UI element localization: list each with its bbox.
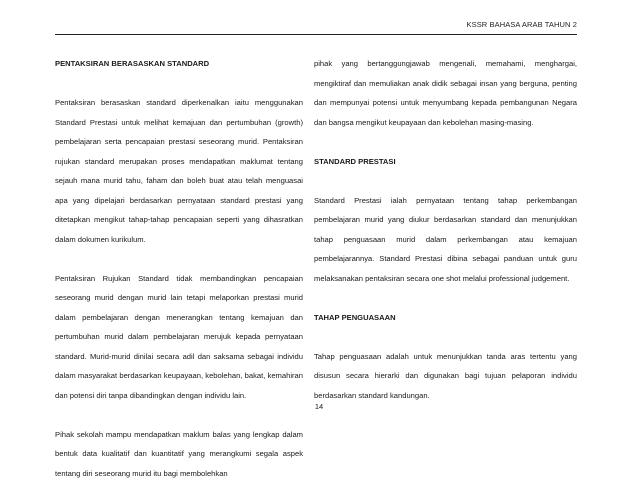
section-heading-tahap-penguasaan: TAHAP PENGUASAAN — [314, 308, 577, 328]
paragraph-standard-prestasi: Standard Prestasi ialah pernyataan tentang tahap perkembangan pembelajaran murid yang diukur berdasarkan standard dan menunjukkan tahap penguasaan murid dalam perkembangan atau kemajuan pembelajarannya. Standard Prestasi dibina sebagai panduan untuk guru melaksanakan pentaksiran secara one shot melalui professional judgement. — [314, 191, 577, 289]
section-heading-pentaksiran: PENTAKSIRAN BERASASKAN STANDARD — [55, 54, 303, 74]
right-column — [314, 54, 577, 405]
section-heading-standard-prestasi: STANDARD PRESTASI — [314, 152, 577, 172]
page-number: 14 — [0, 402, 638, 411]
paragraph-pihak-sekolah: Pihak sekolah mampu mendapatkan maklum balas yang lengkap dalam bentuk data kualitatif dan kuantitatif yang merangkumi segala aspek tentang diri seseorang murid itu bagi membolehkan — [55, 425, 303, 483]
paragraph-continuation: pihak yang bertanggungjawab mengenali, memahami, menghargai, mengiktiraf dan memuliakan anak didik sebagai insan yang berguna, penting dan mempunyai potensi untuk menyumbang kepada pembangunan Negara dan bangsa mengikut keupayaan dan kebolehan masing-masing. — [314, 54, 577, 132]
header-divider — [55, 34, 577, 35]
header-title: KSSR BAHASA ARAB TAHUN 2 — [467, 20, 578, 29]
paragraph-pentaksiran-intro: Pentaksiran berasaskan standard diperkenalkan iaitu menggunakan Standard Prestasi untuk melihat kemajuan dan pertumbuhan (growth) pembelajaran serta pencapaian prestasi seseorang murid. Pentaksiran rujukan standard merupakan proses mendapatkan maklumat tentang sejauh mana murid tahu, faham dan boleh buat atau telah menguasai apa yang dipelajari berdasarkan pernyataan standard prestasi yang ditetapkan mengikut tahap-tahap pencapaian seperti yang dihasratkan dalam dokumen kurikulum. — [55, 93, 303, 249]
left-column — [55, 54, 303, 483]
paragraph-tahap-penguasaan: Tahap penguasaan adalah untuk menunjukkan tanda aras tertentu yang disusun secara hierarki dan digunakan bagi tujuan pelaporan individu berdasarkan standard kandungan. — [314, 347, 577, 406]
paragraph-rujukan-standard: Pentaksiran Rujukan Standard tidak membandingkan pencapaian seseorang murid dengan murid lain tetapi melaporkan prestasi murid dalam pembelajaran dengan menerangkan tentang kemajuan dan pertumbuhan murid dalam pembelajaran merujuk kepada pernyataan standard. Murid-murid dinilai secara adil dan saksama sebagai individu dalam masyarakat berdasarkan keupayaan, kebolehan, bakat, kemahiran dan potensi diri tanpa dibandingkan dengan individu lain. — [55, 269, 303, 406]
